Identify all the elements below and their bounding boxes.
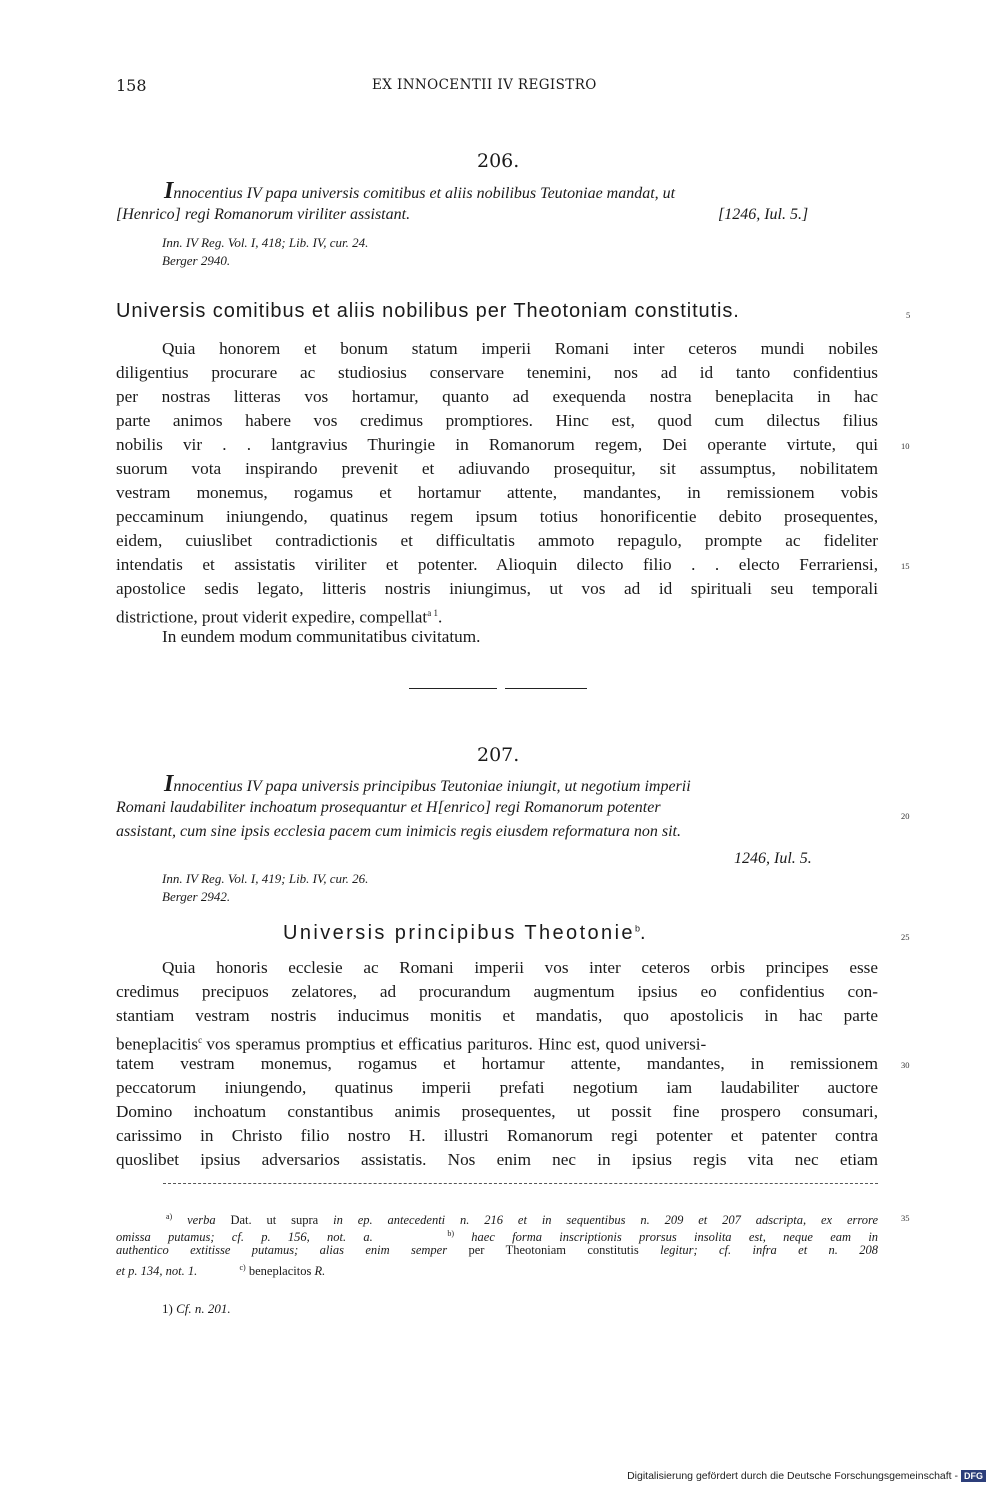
doc-207-summary-line3: assistant, cum sine ipsis ecclesia pacem cum inimicis regis eiusdem reformatura non sit. (116, 823, 681, 840)
footnote-b-text2: authentico extitisse putamus; alias enim semper (116, 1243, 448, 1257)
doc-207-line-8: carissimo in Christo filio nostro H. illustri Romanorum regi potenter et patenter contra (116, 1126, 878, 1145)
note-ref-a1: a 1 (427, 608, 438, 618)
doc-206-summary-text1: nnocentius IV papa universis comitibus et aliis nobilibus Teutoniae mandat, ut (173, 185, 676, 202)
doc-207-line-7: Domino inchoatum constantibus animis prosequentes, ut possit fine prospero consumari, (116, 1102, 878, 1121)
doc-206-line-11: apostolice sedis legato, litteris nostris iniungimus, ut vos ad id spirituali seu temporali (116, 579, 878, 598)
footnote-1-text: Cf. n. 201. (176, 1301, 231, 1316)
doc-207-berger: Berger 2942. (162, 889, 231, 904)
margin-number-30: 30 (901, 1060, 910, 1070)
doc-207-address-text: Universis principibus Theotonie (283, 922, 635, 944)
digitization-credit (627, 1470, 986, 1482)
doc-207-line-1: Quia honoris ecclesie ac Romani imperii vos inter ceteros orbis principes esse (162, 958, 878, 977)
doc-206-line-2: diligentius procurare ac studiosius conservare tenemini, nos ad id tanto confidentius (116, 363, 878, 382)
doc-207-date: 1246, Iul. 5. (734, 850, 812, 867)
footnote-separator (163, 1183, 878, 1184)
footnote-a-mark: a) (166, 1212, 173, 1221)
separator-right (505, 688, 587, 689)
footnote-c-text1: beneplacitos (248, 1264, 312, 1279)
doc-207-line-4b: vos speramus promptius et efficatius parituros. Hinc est, quod universi- (206, 1034, 707, 1054)
doc-207-summary-line2: Romani laudabiliter inchoatum prosequantur et H[enrico] regi Romanorum potenter (116, 799, 661, 816)
footnote-a-text2: omissa putamus; cf. p. 156, not. a. (116, 1230, 373, 1245)
doc-206-line-7: vestram monemus, rogamus et hortamur attente, mandantes, in remissionem vobis (116, 483, 878, 502)
doc-206-summary-line1 (116, 180, 878, 205)
doc-206-line-4: parte animos habere vos credimus promptiores. Hinc est, quod cum dilectus filius (116, 411, 878, 430)
doc-206-line-9: eidem, cuiuslibet contradictionis et difficultatis ammoto repagulo, prompte ac fideliter (116, 531, 878, 550)
digitization-text: Digitalisierung gefördert durch die Deutsche Forschungsgemeinschaft - (627, 1470, 958, 1482)
footnote-1 (162, 1300, 231, 1317)
doc-206-line-6: suorum vota inspirando prevenit et adiuvando prosequitur, sit assumptus, nobilitatem (116, 459, 878, 478)
doc-207-line-4a: beneplacitis (116, 1034, 199, 1054)
doc-206-berger: Berger 2940. (162, 253, 231, 268)
doc-207-address: Universis principibus Theotonie$^b$. (283, 922, 648, 944)
doc-206-line-12: districtione, prout viderit expedire, compellat$^{a 1}$. (116, 607, 443, 627)
doc-206-line-5: nobilis vir . . lantgravius Thuringie in Romanorum regem, Dei operante virtute, qui (116, 435, 878, 454)
margin-number-10: 10 (901, 441, 910, 451)
doc-206-line-10: intendatis et assistatis viriliter et potenter. Alioquin dilecto filio . . electo Ferrariensi, (116, 555, 878, 574)
doc-207-line-9: quoslibet ipsius adversarios assistatis. Nos enim nec in ipsius regis vita nec etiam (116, 1150, 878, 1169)
doc-207-line-5: tatem vestram monemus, rogamus et hortamur attente, mandantes, in remissionem (116, 1054, 878, 1073)
separator-left (409, 688, 497, 689)
footnote-a-verba: verba (187, 1213, 216, 1228)
page-number: 158 (116, 76, 147, 95)
footnote-b-text1: haec forma inscriptionis prorsus insolita est, neque eam in (471, 1230, 879, 1245)
doc-207-summary-text1: nnocentius IV papa universis principibus Teutoniae iniungit, ut negotium imperii (173, 778, 691, 795)
note-ref-b: b (634, 923, 640, 934)
doc-207-number: 207. (477, 744, 520, 766)
doc-206-source: Inn. IV Reg. Vol. I, 418; Lib. IV, cur. 24. (162, 235, 369, 250)
note-ref-c: c (198, 1035, 203, 1045)
doc-207-line-6: peccatorum iniungendo, quatinus imperii prefati negotium iam laudabiliter auctore (116, 1078, 878, 1097)
footnote-a-dat: Dat. ut supra (230, 1213, 319, 1228)
doc-207-summary-line1 (116, 773, 878, 798)
margin-number-5: 5 (906, 310, 911, 320)
doc-207-line-3: stantiam vestram nostris inducimus monitis et mandatis, quo apostolicis in hac parte (116, 1006, 878, 1025)
margin-number-35: 35 (901, 1213, 910, 1223)
doc-206-line-13: In eundem modum communitatibus civitatum. (162, 627, 481, 646)
doc-207-source: Inn. IV Reg. Vol. I, 419; Lib. IV, cur. 26. (162, 871, 369, 886)
doc-206-number: 206. (477, 150, 520, 172)
dfg-logo: DFG (961, 1470, 986, 1482)
doc-206-date: [1246, Iul. 5.] (718, 206, 809, 223)
footnote-b-text4: legitur; cf. infra et n. 208 (660, 1243, 879, 1257)
doc-206-address: Universis comitibus et aliis nobilibus per Theotoniam constitutis. (116, 300, 740, 322)
doc-206-line-3: per nostras litteras vos hortamur, quanto ad exequenda nostra beneplacita in hac (116, 387, 878, 406)
doc-206-line-12-text: districtione, prout viderit expedire, compellat (116, 607, 428, 627)
footnote-b-line3 (116, 1259, 325, 1280)
footnote-b-text5: et p. 134, not. 1. (116, 1264, 198, 1279)
doc-206-summary-line2: [Henrico] regi Romanorum viriliter assistant. (116, 206, 411, 223)
footnote-1-mark: 1) (162, 1301, 173, 1316)
running-head: EX INNOCENTII IV REGISTRO (372, 77, 597, 93)
footnote-c-text2: R. (314, 1264, 326, 1279)
doc-206-initial: I (164, 178, 174, 204)
footnote-b-mark: b) (447, 1229, 454, 1238)
footnote-b-text3: per Theotoniam constitutis (468, 1243, 639, 1257)
margin-number-15: 15 (901, 561, 910, 571)
doc-207-line-2: credimus precipuos zelatores, ad procurandum augmentum ipsius eo confidentius con- (116, 982, 878, 1001)
footnote-c-mark: c) (239, 1263, 246, 1272)
doc-207-initial: I (164, 771, 174, 797)
doc-206-line-1: Quia honorem et bonum statum imperii Romani inter ceteros mundi nobiles (162, 339, 878, 358)
doc-206-line-8: peccaminum iniungendo, quatinus regem ipsum totius honorificentie debito prosequentes, (116, 507, 878, 526)
margin-number-25: 25 (901, 932, 910, 942)
footnote-b-line2 (116, 1242, 878, 1259)
footnote-a-text: in ep. antecedenti n. 216 et in sequentibus n. 209 et 207 adscripta, ex errore (333, 1213, 879, 1228)
margin-number-20: 20 (901, 811, 910, 821)
